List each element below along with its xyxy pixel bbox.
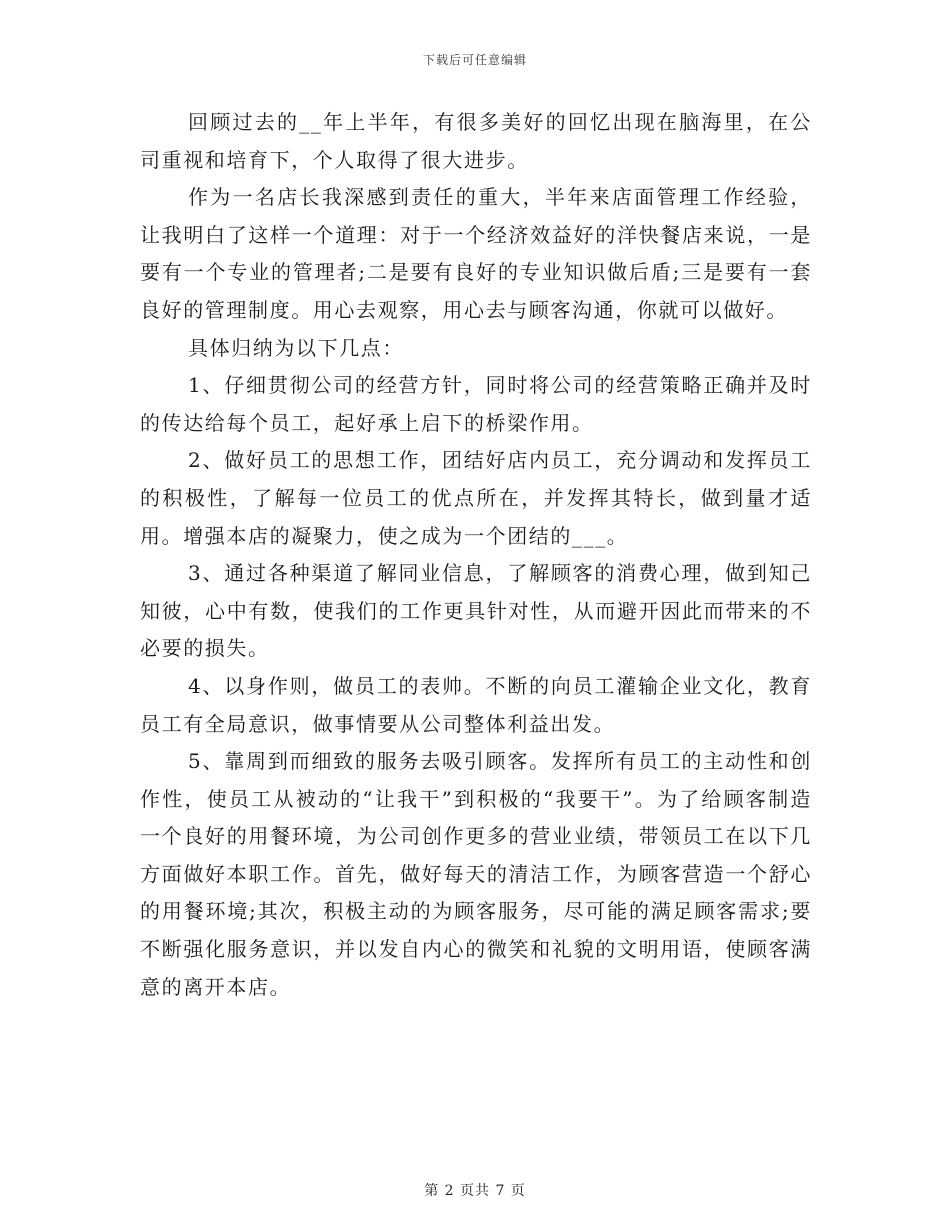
paragraph-intro: 回顾过去的__年上半年，有很多美好的回忆出现在脑海里，在公司重视和培育下，个人取得了很大进步。 [140, 110, 812, 172]
paragraph-lessons: 作为一名店长我深感到责任的重大，半年来店面管理工作经验，让我明白了这样一个道理：对于一个经济效益好的洋快餐店来说，一是要有一个专业的管理者;二是要有良好的专业知识做后盾;三是要有一套良好的管理制度。用心去观察，用心去与顾客沟通，你就可以做好。 [140, 185, 812, 322]
paragraph-point-5: 5、靠周到而细致的服务去吸引顾客。发挥所有员工的主动性和创作性，使员工从被动的“让我干”到积极的“我要干”。为了给顾客制造一个良好的用餐环境，为公司创作更多的营业业绩，带领员工在以下几方面做好本职工作。首先，做好每天的清洁工作，为顾客营造一个舒心的用餐环境;其次，积极主动的为顾客服务，尽可能的满足顾客需求;要不断强化服务意识，并以发自内心的微笑和礼貌的文明用语，使顾客满意的离开本店。 [140, 749, 812, 999]
page-header: 下载后可任意编辑 [422, 53, 527, 67]
paragraph-point-3: 3、通过各种渠道了解同业信息，了解顾客的消费心理，做到知己知彼，心中有数，使我们的工作更具针对性，从而避开因此而带来的不必要的损失。 [140, 561, 812, 661]
paragraph-point-4: 4、以身作则，做员工的表帅。不断的向员工灌输企业文化，教育员工有全局意识，做事情要从公司整体利益出发。 [140, 673, 812, 736]
paragraph-point-1: 1、仔细贯彻公司的经营方针，同时将公司的经营策略正确并及时的传达给每个员工，起好承上启下的桥梁作用。 [140, 373, 812, 435]
paragraph-point-2: 2、做好员工的思想工作，团结好店内员工，充分调动和发挥员工的积极性，了解每一位员工的优点所在，并发挥其特长，做到量才适用。增强本店的凝聚力，使之成为一个团结的___。 [140, 448, 812, 548]
paragraph-summary-heading: 具体归纳为以下几点： [188, 335, 404, 360]
document-body [140, 104, 812, 1006]
page-number: 第 2 页共 7 页 [424, 1183, 526, 1199]
